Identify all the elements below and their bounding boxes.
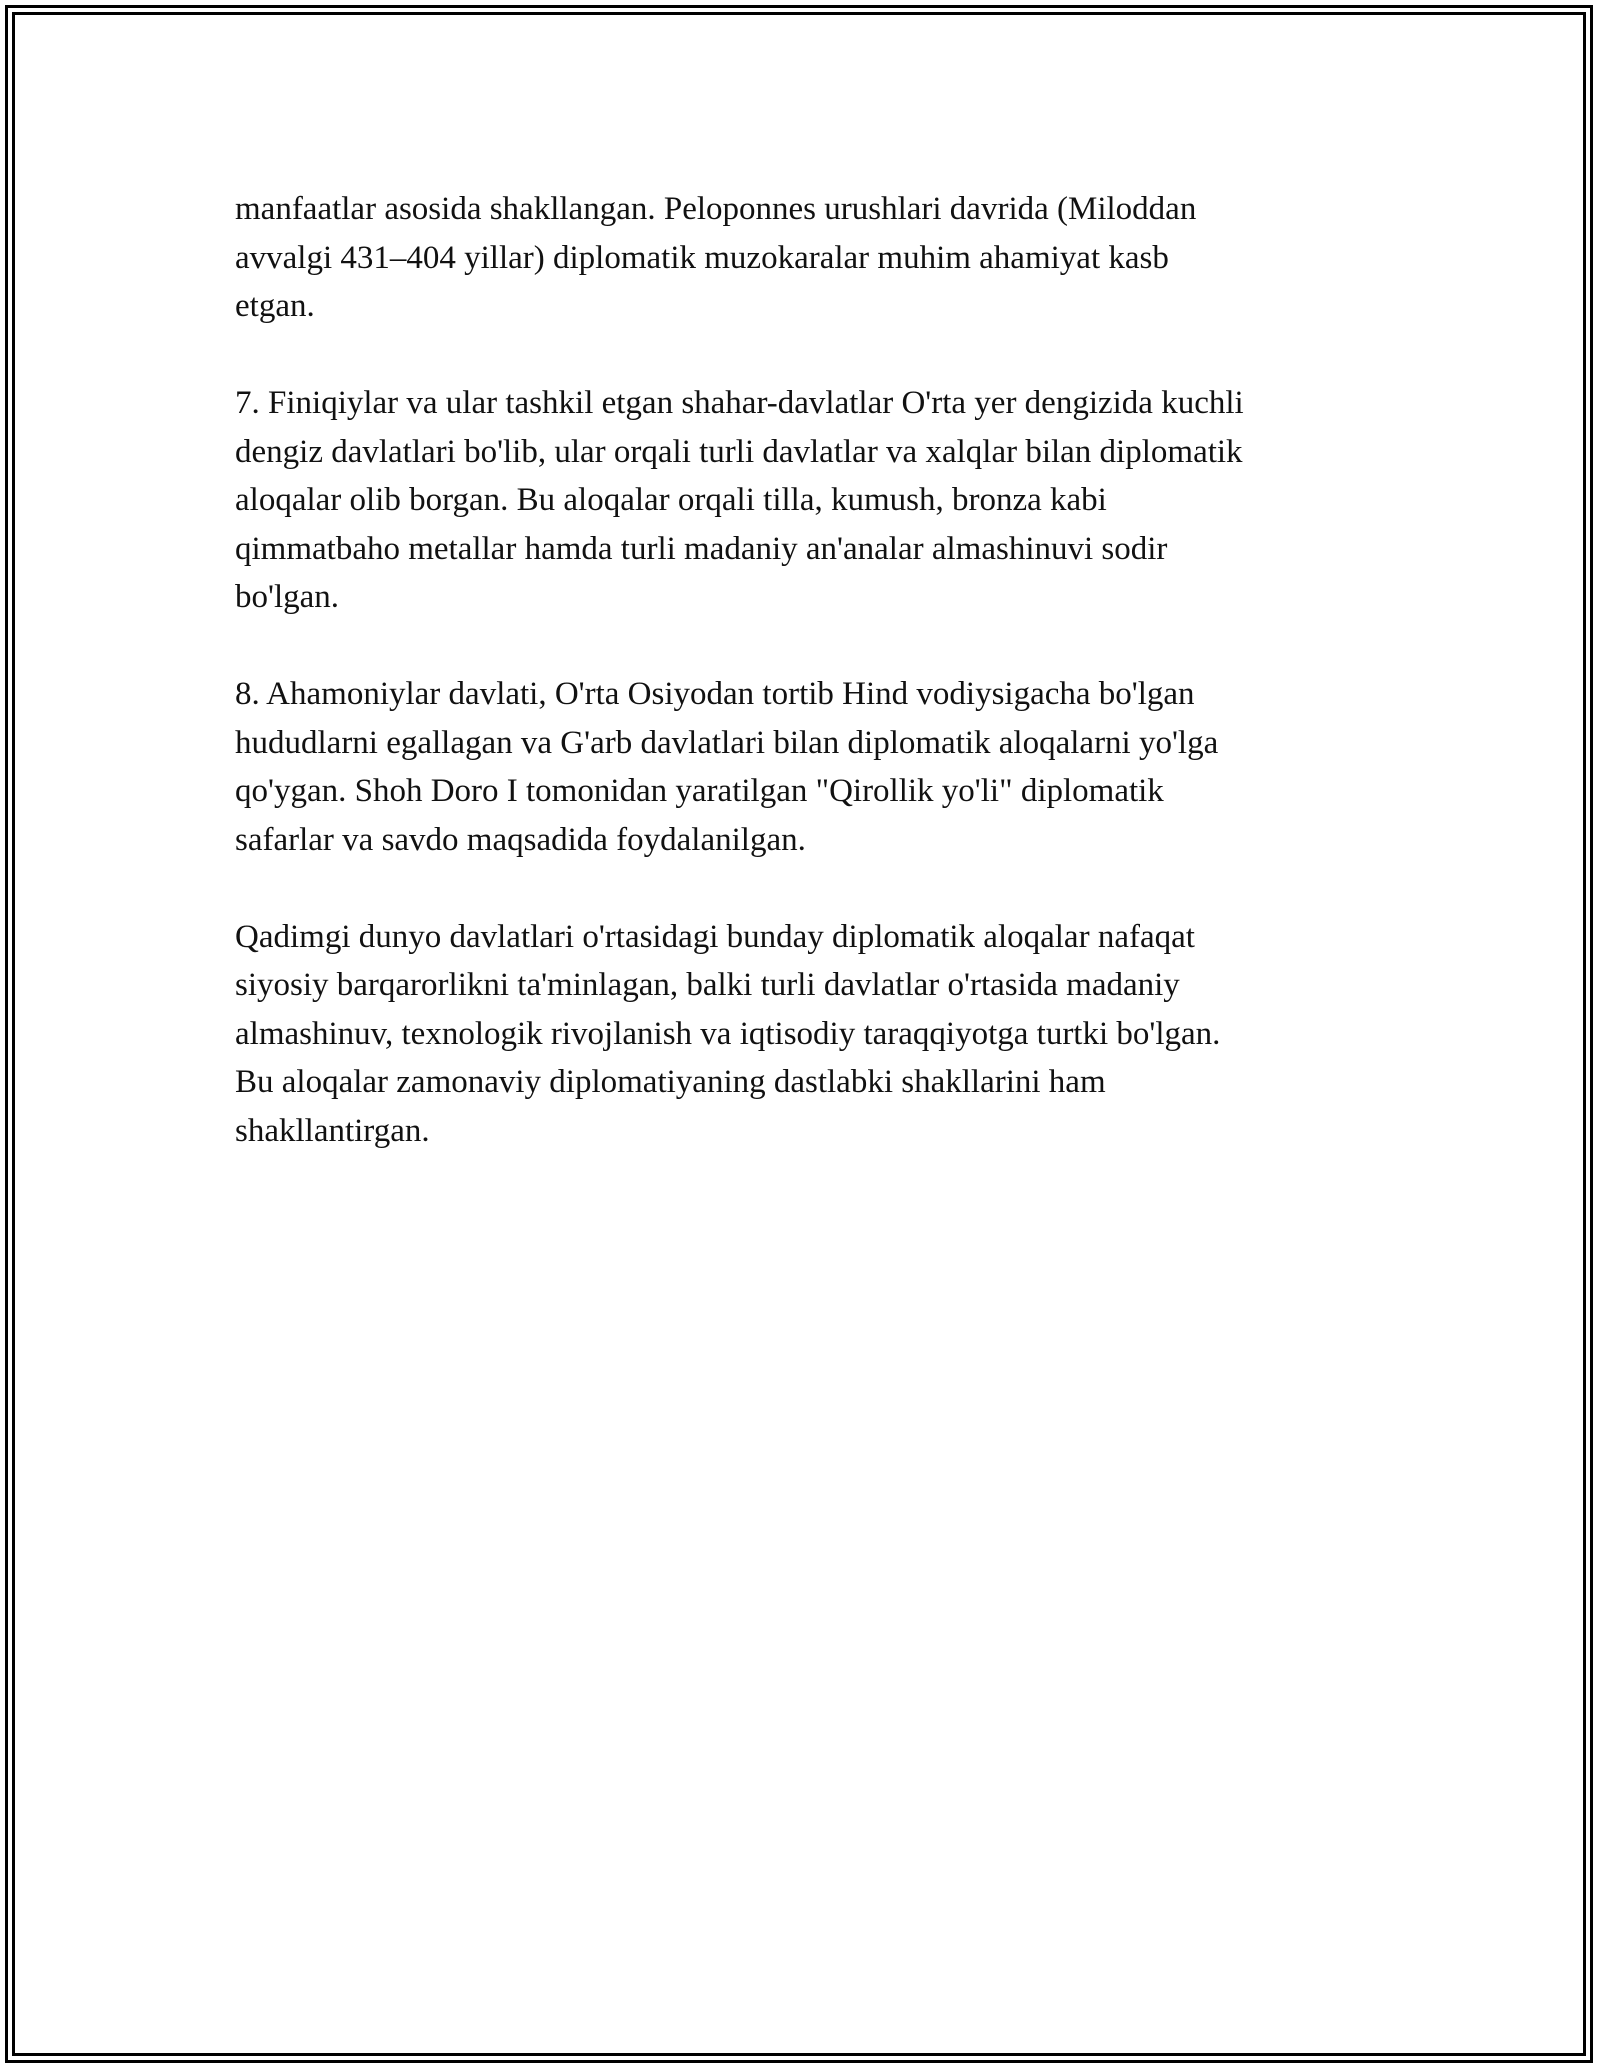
text-line: avvalgi 431–404 yillar) diplomatik muzokaralar muhim ahamiyat kasb bbox=[235, 239, 1169, 276]
text-line: almashinuv, texnologik rivojlanish va iqtisodiy taraqqiyotga turtki bo'lgan. bbox=[235, 1015, 1221, 1052]
paragraph-item-8 bbox=[235, 670, 1375, 864]
text-line: 8. Ahamoniylar davlati, O'rta Osiyodan tortib Hind vodiysigacha bo'lgan bbox=[235, 676, 1195, 712]
text-line: hududlarni egallagan va G'arb davlatlari bilan diplomatik aloqalarni yo'lga bbox=[235, 724, 1219, 761]
text-line: 7. Finiqiylar va ular tashkil etgan shahar-davlatlar O'rta yer dengizida kuchli bbox=[235, 385, 1244, 421]
text-line: qo'ygan. Shoh Doro I tomonidan yaratilgan "Qirollik yo'li" diplomatik bbox=[235, 773, 1164, 809]
text-line: manfaatlar asosida shakllangan. Peloponnes urushlari davrida (Miloddan bbox=[235, 191, 1197, 227]
paragraph-item-7 bbox=[235, 379, 1375, 622]
text-line: shakllantirgan. bbox=[235, 1112, 430, 1149]
text-line: siyosiy barqarorlikni ta'minlagan, balki turli davlatlar o'rtasida madaniy bbox=[235, 967, 1180, 1003]
document-body bbox=[235, 185, 1375, 1204]
text-line: Bu aloqalar zamonaviy diplomatiyaning dastlabki shakllarini ham bbox=[235, 1064, 1106, 1100]
text-line: Qadimgi dunyo davlatlari o'rtasidagi bunday diplomatik aloqalar nafaqat bbox=[235, 918, 1195, 955]
text-line: bo'lgan. bbox=[235, 579, 340, 615]
text-line: safarlar va savdo maqsadida foydalanilgan. bbox=[235, 821, 806, 858]
text-line: aloqalar olib borgan. Bu aloqalar orqali tilla, kumush, bronza kabi bbox=[235, 482, 1107, 518]
paragraph-conclusion bbox=[235, 913, 1375, 1156]
text-line: qimmatbaho metallar hamda turli madaniy an'analar almashinuvi sodir bbox=[235, 530, 1168, 567]
paragraph-peloponnes bbox=[235, 185, 1375, 331]
text-line: etgan. bbox=[235, 288, 315, 324]
text-line: dengiz davlatlari bo'lib, ular orqali turli davlatlar va xalqlar bilan diplomatik bbox=[235, 433, 1243, 470]
